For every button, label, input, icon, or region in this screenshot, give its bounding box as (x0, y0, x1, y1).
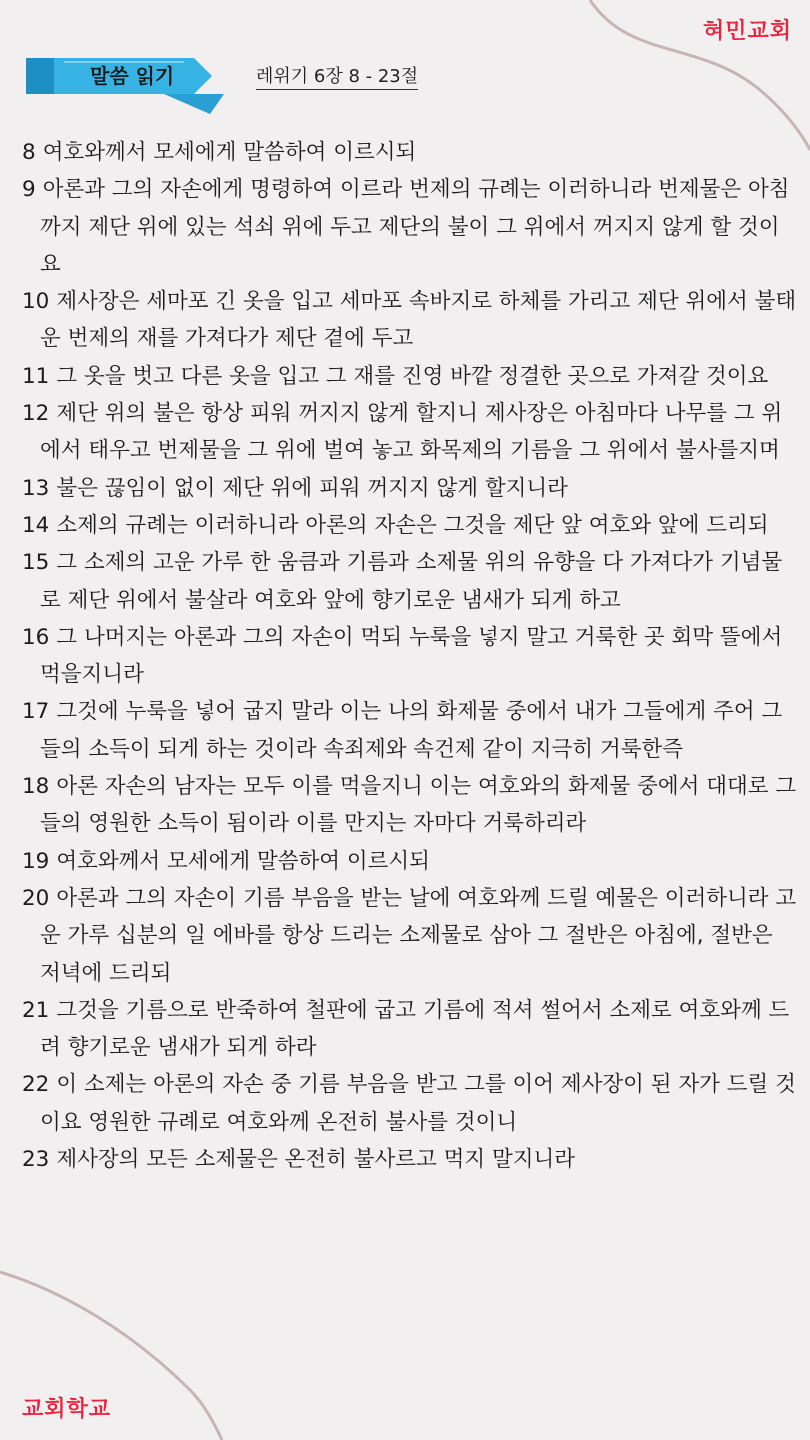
section-banner (24, 56, 232, 118)
verse-list (22, 134, 800, 1178)
verse-text: 그것을 기름으로 반죽하여 철판에 굽고 기름에 적셔 썰어서 소제로 여호와께 드려 향기로운 냄새가 되게 하라 (40, 997, 790, 1061)
verse-item (22, 507, 800, 544)
verse-text: 여호와께서 모세에게 말씀하여 이르시되 (56, 848, 430, 874)
verse-item (22, 768, 800, 843)
verse-text: 제사장은 세마포 긴 옷을 입고 세마포 속바지로 하체를 가리고 제단 위에서 불태운 번제의 재를 가져다가 제단 곁에 두고 (40, 289, 797, 352)
scripture-reference: 레위기 6장 8 - 23절 (256, 66, 418, 90)
verse-text: 아론과 그의 자손이 기름 부음을 받는 날에 여호와께 드릴 예물은 이러하니라 고운 가루 십분의 일 에바를 항상 드리는 소제물로 삼아 그 절반은 아침에, 절반은 저녁에 드리되 (40, 885, 797, 986)
verse-item (22, 619, 800, 694)
verse-number: 22 (22, 1072, 50, 1098)
verse-number: 12 (22, 401, 50, 427)
verse-item (22, 880, 800, 992)
verse-text: 제단 위의 불은 항상 피워 꺼지지 않게 할지니 제사장은 아침마다 나무를 그 위에서 태우고 번제물을 그 위에 벌여 놓고 화목제의 기름을 그 위에서 불사를지며 (40, 401, 783, 464)
church-logo-top: 혀민교회 (702, 19, 792, 44)
verse-text: 이 소제는 아론의 자손 중 기름 부음을 받고 그를 이어 제사장이 된 자가 드릴 것이요 영원한 규례로 여호와께 온전히 불사를 것이니 (40, 1072, 796, 1135)
verse-number: 17 (22, 699, 50, 725)
church-school-logo-bottom: 교회학교 (22, 1397, 112, 1422)
verse-number: 14 (22, 512, 50, 538)
verse-text: 불은 끊임이 없이 제단 위에 피워 꺼지지 않게 할지니라 (56, 475, 568, 501)
verse-number: 10 (22, 289, 50, 315)
verse-item (22, 1141, 800, 1178)
verse-text: 그 소제의 고운 가루 한 움큼과 기름과 소제물 위의 유향을 다 가져다가 기념물로 제단 위에서 불살라 여호와 앞에 향기로운 냄새가 되게 하고 (40, 550, 783, 613)
verse-number: 21 (22, 997, 50, 1023)
verse-item (22, 1066, 800, 1141)
verse-text: 아론과 그의 자손에게 명령하여 이르라 번제의 규례는 이러하니라 번제물은 아침까지 제단 위에 있는 석쇠 위에 두고 제단의 불이 그 위에서 꺼지지 않게 할 것이요 (40, 177, 790, 277)
verse-text: 아론 자손의 남자는 모두 이를 먹을지니 이는 여호와의 화제물 중에서 대대로 그들의 영원한 소득이 됨이라 이를 만지는 자마다 거룩하리라 (40, 774, 797, 837)
verse-number: 18 (22, 774, 50, 800)
verse-item (22, 843, 800, 880)
verse-text: 그 옷을 벗고 다른 옷을 입고 그 재를 진영 바깥 정결한 곳으로 가져갈 것이요 (56, 363, 769, 389)
verse-text: 소제의 규례는 이러하니라 아론의 자손은 그것을 제단 앞 여호와 앞에 드리되 (56, 512, 769, 538)
verse-number: 23 (22, 1147, 50, 1173)
verse-number: 13 (22, 475, 50, 501)
verse-item (22, 470, 800, 507)
verse-number: 9 (22, 177, 36, 203)
verse-item (22, 134, 800, 171)
verse-item (22, 358, 800, 395)
verse-item (22, 171, 800, 283)
verse-number: 16 (22, 624, 50, 650)
verse-text: 그것에 누룩을 넣어 굽지 말라 이는 나의 화제물 중에서 내가 그들에게 주어 그들의 소득이 되게 하는 것이라 속죄제와 속건제 같이 지극히 거룩한즉 (40, 699, 783, 762)
verse-number: 20 (22, 885, 50, 911)
verse-item (22, 992, 800, 1067)
verse-item (22, 693, 800, 768)
verse-text: 여호와께서 모세에게 말씀하여 이르시되 (42, 140, 417, 165)
verse-number: 19 (22, 848, 50, 874)
verse-item (22, 395, 800, 470)
verse-text: 그 나머지는 아론과 그의 자손이 먹되 누룩을 넣지 말고 거룩한 곳 회막 뜰에서 먹을지니라 (40, 624, 783, 688)
verse-item (22, 283, 800, 358)
verse-number: 11 (22, 363, 50, 389)
verse-item (22, 544, 800, 619)
banner-label: 말씀 읽기 (90, 64, 175, 88)
verse-text: 제사장의 모든 소제물은 온전히 불사르고 먹지 말지니라 (56, 1147, 576, 1173)
verse-number: 15 (22, 550, 50, 576)
verse-number: 8 (22, 140, 36, 165)
